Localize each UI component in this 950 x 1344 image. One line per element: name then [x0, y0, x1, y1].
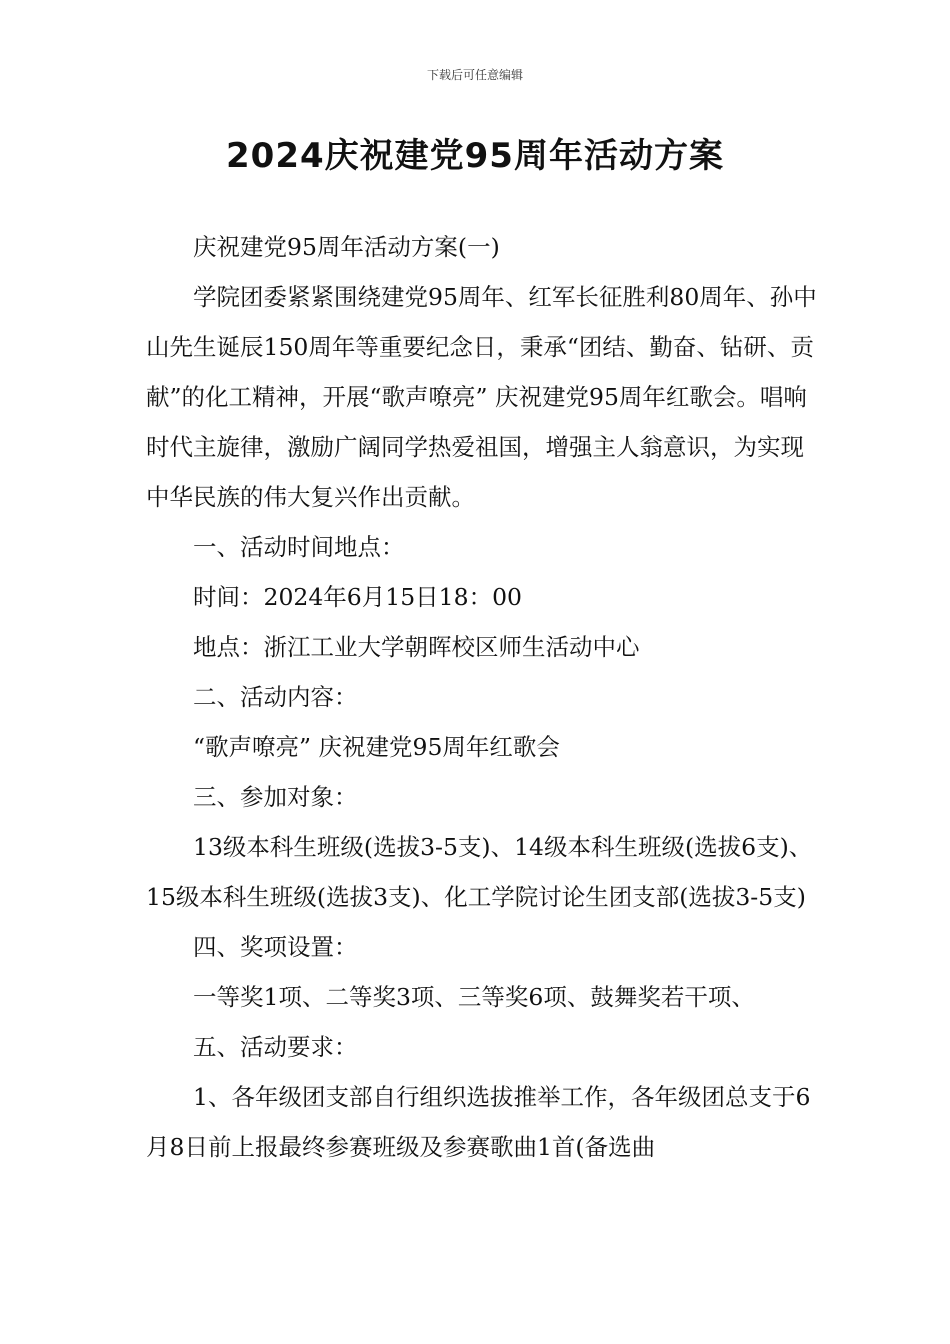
paragraph-subtitle: 庆祝建党95周年活动方案(一) — [193, 233, 500, 261]
header-note: 下载后可任意编辑 — [426, 68, 523, 82]
paragraph-requirement-1: 1、各年级团支部自行组织选拔推举工作，各年级团总支于6月8日前上报最终参赛班级及参赛歌曲1首(备选曲 — [146, 1083, 811, 1161]
paragraph-time: 时间：2024年6月15日18：00 — [193, 583, 522, 611]
heading-awards: 四、奖项设置： — [193, 933, 358, 961]
heading-time-location: 一、活动时间地点： — [193, 533, 405, 561]
heading-participants: 三、参加对象： — [193, 783, 358, 811]
paragraph-intro: 学院团委紧紧围绕建党95周年、红军长征胜利80周年、孙中山先生诞辰150周年等重要纪念日，秉承“团结、勤奋、钻研、贡献”的化工精神，开展“歌声嘹亮” 庆祝建党95周年红歌会。唱响时代主旋律，激励广阔同学热爱祖国，增强主人翁意识，为实现中华民族的伟大复兴作出贡献。 — [146, 283, 817, 511]
heading-requirements: 五、活动要求： — [193, 1033, 358, 1061]
document-body — [146, 222, 826, 1172]
document-title: 2024庆祝建党95周年活动方案 — [226, 136, 724, 176]
paragraph-awards: 一等奖1项、二等奖3项、三等奖6项、鼓舞奖若干项、 — [193, 983, 755, 1011]
paragraph-content: “歌声嘹亮” 庆祝建党95周年红歌会 — [193, 733, 560, 761]
heading-content: 二、活动内容： — [193, 683, 358, 711]
paragraph-participants: 13级本科生班级(选拔3-5支)、14级本科生班级(选拔6支)、15级本科生班级(选拔3支)、化工学院讨论生团支部(选拔3-5支) — [146, 833, 813, 911]
paragraph-location: 地点：浙江工业大学朝晖校区师生活动中心 — [193, 633, 640, 661]
